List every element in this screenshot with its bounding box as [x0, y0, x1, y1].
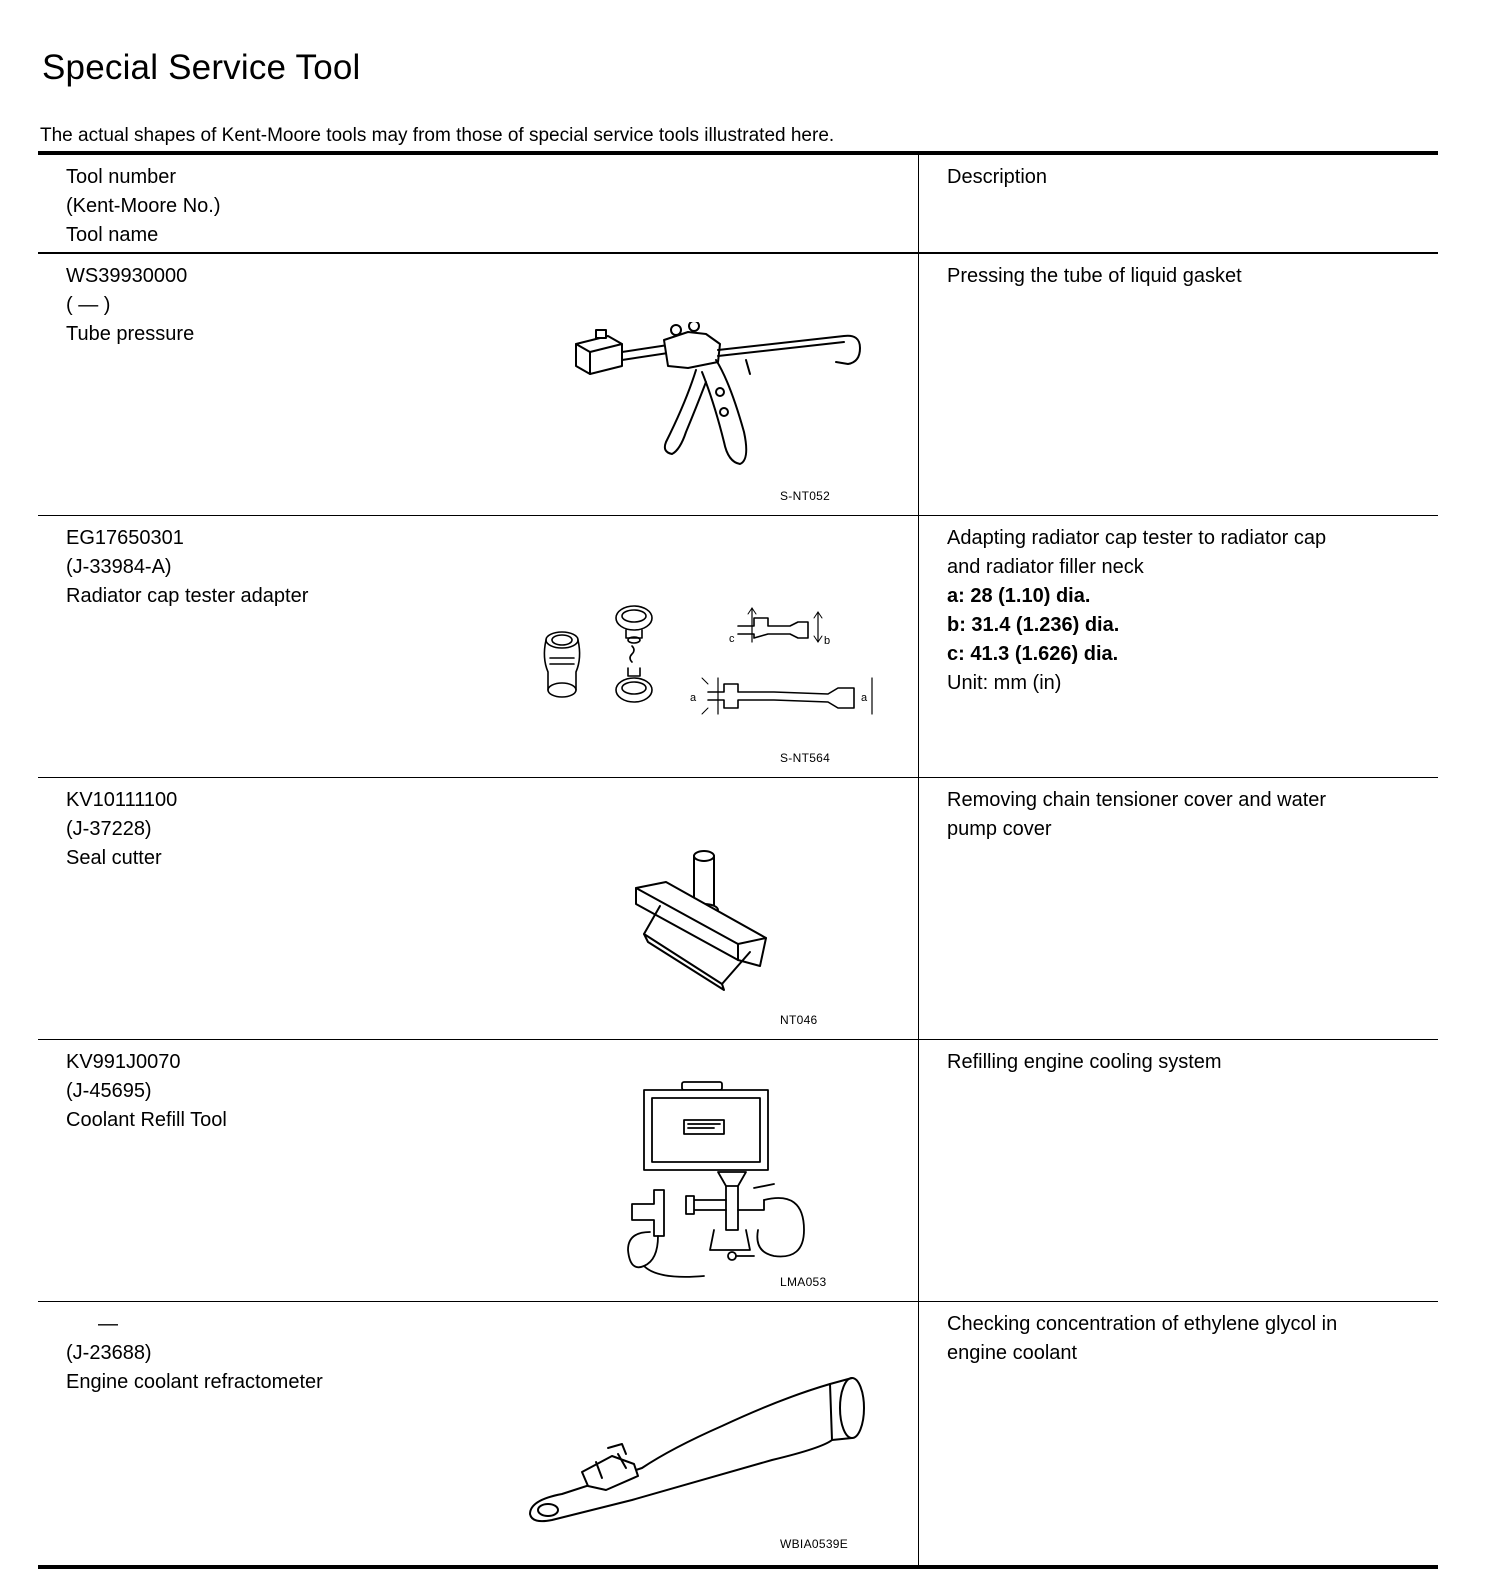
figure-code: LMA053 [780, 1275, 827, 1289]
header-kent-moore-no: (Kent-Moore No.) [66, 195, 221, 217]
tool-name: Seal cutter [66, 847, 162, 869]
figure-code: S-NT564 [780, 751, 831, 765]
tool-name: Radiator cap tester adapter [66, 585, 309, 607]
tool-cell [38, 1040, 919, 1301]
description-line: Checking concentration of ethylene glycol in [947, 1313, 1338, 1335]
dimension-c: c: 41.3 (1.626) dia. [947, 643, 1119, 665]
tool-number: — [98, 1313, 118, 1335]
figure-code: NT046 [780, 1013, 818, 1027]
unit-note: Unit: mm (in) [947, 672, 1062, 694]
tool-number: KV10111100 [66, 789, 178, 811]
description-cell [919, 516, 1438, 777]
special-service-tool-table [38, 151, 1438, 1569]
header-description-column [919, 155, 1438, 252]
kent-moore-number: ( — ) [66, 294, 111, 316]
description-cell [919, 1040, 1438, 1301]
dimension-label-a: a [861, 692, 868, 704]
tool-cell [38, 516, 919, 777]
table-row [38, 516, 1438, 778]
tool-number: KV991J0070 [66, 1051, 181, 1073]
dimension-b: b: 31.4 (1.236) dia. [947, 614, 1120, 636]
table-row [38, 778, 1438, 1040]
coolant-refill-kit-icon [614, 1080, 814, 1285]
tool-shape-note: The actual shapes of Kent-Moore tools may from those of special service tools illustrated here. [40, 125, 835, 146]
tool-number: EG17650301 [66, 527, 184, 549]
kent-moore-number: (J-33984-A) [66, 556, 172, 578]
description-line: and radiator filler neck [947, 556, 1144, 578]
page-title: Special Service Tool [42, 48, 361, 87]
header-tool-number: Tool number [66, 166, 177, 188]
table-row [38, 1302, 1438, 1565]
table-header-row [38, 155, 1438, 254]
description-cell [919, 778, 1438, 1039]
description-line: pump cover [947, 818, 1052, 840]
tool-cell [38, 1302, 919, 1565]
cap-adapter-icon [528, 598, 878, 728]
seal-cutter-icon [626, 848, 776, 998]
figure-code: S-NT052 [780, 489, 831, 503]
dimension-label-b: b [824, 635, 831, 647]
kent-moore-number: (J-37228) [66, 818, 152, 840]
header-description: Description [947, 166, 1048, 188]
tool-name: Tube pressure [66, 323, 195, 345]
refractometer-icon [522, 1368, 872, 1528]
description-line: engine coolant [947, 1342, 1078, 1364]
table-row [38, 254, 1438, 516]
caulking-gun-icon [568, 322, 868, 482]
figure-code: WBIA0539E [780, 1537, 849, 1551]
dimension-label-c: c [729, 633, 735, 645]
description-line: Adapting radiator cap tester to radiator cap [947, 527, 1327, 549]
dimension-label-a: a [690, 692, 697, 704]
tool-cell [38, 778, 919, 1039]
description-cell [919, 254, 1438, 515]
tool-name: Engine coolant refractometer [66, 1371, 323, 1393]
header-tool-column [38, 155, 919, 252]
description-line: Pressing the tube of liquid gasket [947, 265, 1242, 287]
kent-moore-number: (J-45695) [66, 1080, 152, 1102]
kent-moore-number: (J-23688) [66, 1342, 152, 1364]
table-row [38, 1040, 1438, 1302]
tool-number: WS39930000 [66, 265, 188, 287]
dimension-a: a: 28 (1.10) dia. [947, 585, 1091, 607]
tool-name: Coolant Refill Tool [66, 1109, 227, 1131]
description-line: Removing chain tensioner cover and water [947, 789, 1327, 811]
description-line: Refilling engine cooling system [947, 1051, 1222, 1073]
header-tool-name: Tool name [66, 224, 159, 246]
tool-cell [38, 254, 919, 515]
description-cell [919, 1302, 1438, 1565]
